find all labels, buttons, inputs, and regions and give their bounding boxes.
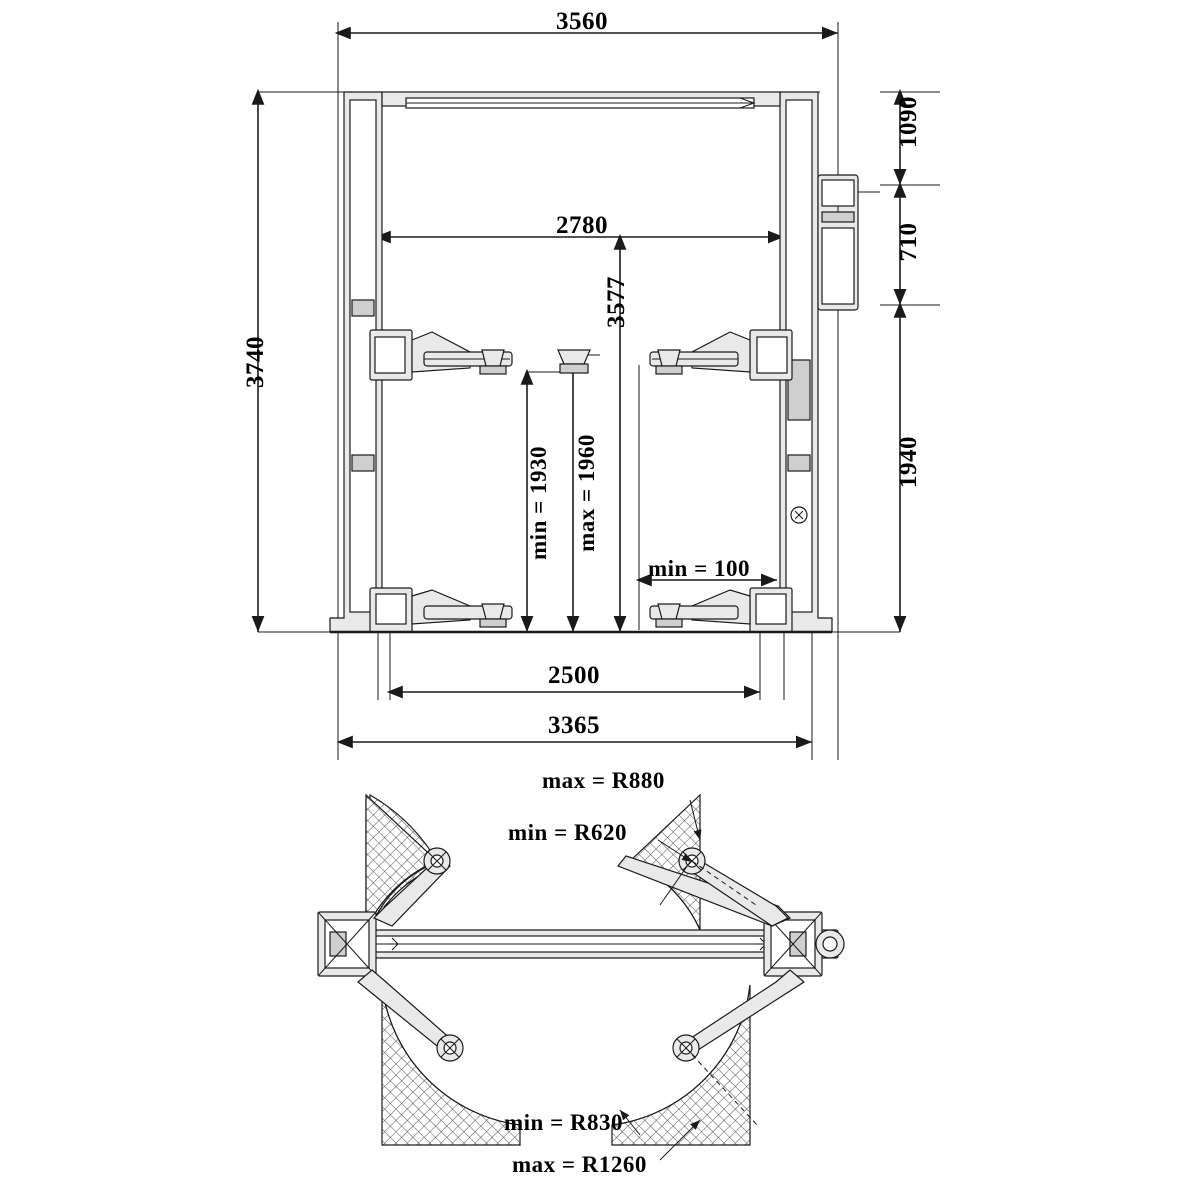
arm-lower-left [358,970,463,1061]
dim-label-max-R1260: max = R1260 [512,1152,647,1177]
dim-label-max-R880: max = R880 [542,768,665,793]
right-upper-arms [650,330,792,380]
dim-label-1940: 1940 [895,436,922,488]
dim-label-max-1960: max = 1960 [574,434,599,552]
top-plan-view [318,795,844,1160]
dim-label-3577: 3577 [603,276,630,328]
dim-label-710: 710 [895,222,922,262]
dim-label-min-1930: min = 1930 [526,446,551,560]
right-lower-arms [650,588,792,632]
dim-label-3560: 3560 [556,8,608,35]
control-box [818,175,880,310]
left-upper-arms [370,330,512,380]
dim-label-3365: 3365 [548,712,600,739]
center-pad [558,350,590,373]
dim-label-min-R620: min = R620 [508,820,628,845]
dim-3365 [340,632,812,760]
dim-label-3740: 3740 [242,336,269,388]
left-lower-arms [370,588,512,632]
dim-label-1090: 1090 [895,96,922,148]
dim-label-2500: 2500 [548,662,600,689]
front-elevation-view [258,22,940,760]
left-column-plan [318,912,376,976]
dim-label-min-100: min = 100 [648,556,750,581]
dim-label-min-R830: min = R830 [504,1110,624,1135]
dim-label-2780: 2780 [556,212,608,239]
